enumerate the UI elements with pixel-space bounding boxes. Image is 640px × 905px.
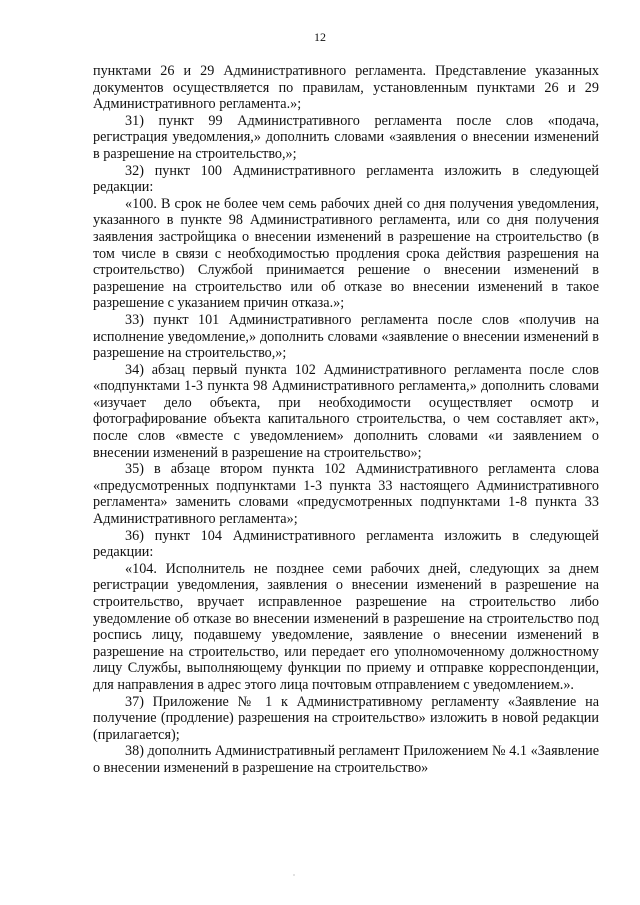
paragraph-quote-104: «104. Исполнитель не позднее семи рабочих дней, следующих за днем регистрации уведомления, заявления о внесении изменений в разрешение на строительство, вручает исправленное разрешение на строительство либо уведомление об отказе во внесении изменений в разрешение на строительство под роспись лицу, подавшему уведомление, заявление о внесении изменений в разрешение на строительство, или передает его уполномоченному должностному лицу Службы, выполняющему функции по приему и отправке корреспонденции, для направления в адрес этого лица почтовым отправлением с уведомлением.». (93, 560, 599, 693)
page-number: 12 (314, 30, 326, 44)
paragraph-item-35: 35) в абзаце втором пункта 102 Административного регламента слова «предусмотренных подпунктами 1-3 пункта 33 настоящего Административного регламента» заменить словами «предусмотренных подпунктами 1-8 пункта 33 Административного регламента»; (93, 461, 599, 528)
scan-speck (293, 874, 295, 876)
paragraph-item-34: 34) абзац первый пункта 102 Административного регламента после слов «подпунктами 1-3 пункта 98 Административного регламента,» дополнить словами «изучает дело объекта, при необходимости осуществляет осмотр и фотографирование объекта капитального строительства, о чем составляет акт», после слов «вместе с уведомлением» дополнить словами «и заявлением о внесении изменений в разрешение на строительство»; (93, 361, 599, 461)
paragraph-item-31: 31) пункт 99 Административного регламента после слов «подача, регистрация уведомления,» дополнить словами «заявления о внесении изменений в разрешение на строительство,»; (93, 112, 599, 162)
paragraph-item-33: 33) пункт 101 Административного регламента после слов «получив на исполнение уведомление,» дополнить словами «заявление о внесении изменений в разрешение на строительство,»; (93, 311, 599, 362)
paragraph-continuation: пунктами 26 и 29 Административного регламента. Представление указанных документов осуществляется по правилам, установленным пунктами 26 и 29 Административного регламента.»; (93, 63, 599, 113)
document-body (93, 63, 599, 777)
paragraph-item-36: 36) пункт 104 Административного регламента изложить в следующей редакции: (93, 527, 599, 561)
paragraph-quote-100: «100. В срок не более чем семь рабочих дней со дня получения уведомления, указанного в пункте 98 Административного регламента, или со дня получения заявления застройщика о внесении изменений в разрешение на строительство (в том числе в связи с необходимостью продления срока действия разрешения на строительство) Службой принимается решение о внесении изменений в разрешение на строительство или об отказе во внесении изменений в такое разрешение с указанием причин отказа.»; (93, 195, 599, 312)
paragraph-item-37: 37) Приложение № 1 к Административному регламенту «Заявление на получение (продление) разрешения на строительство» изложить в новой редакции (прилагается); (93, 693, 599, 743)
paragraph-item-38: 38) дополнить Административный регламент Приложением № 4.1 «Заявление о внесении изменений в разрешение на строительство» (93, 743, 599, 776)
paragraph-item-32: 32) пункт 100 Административного регламента изложить в следующей редакции: (93, 162, 599, 196)
